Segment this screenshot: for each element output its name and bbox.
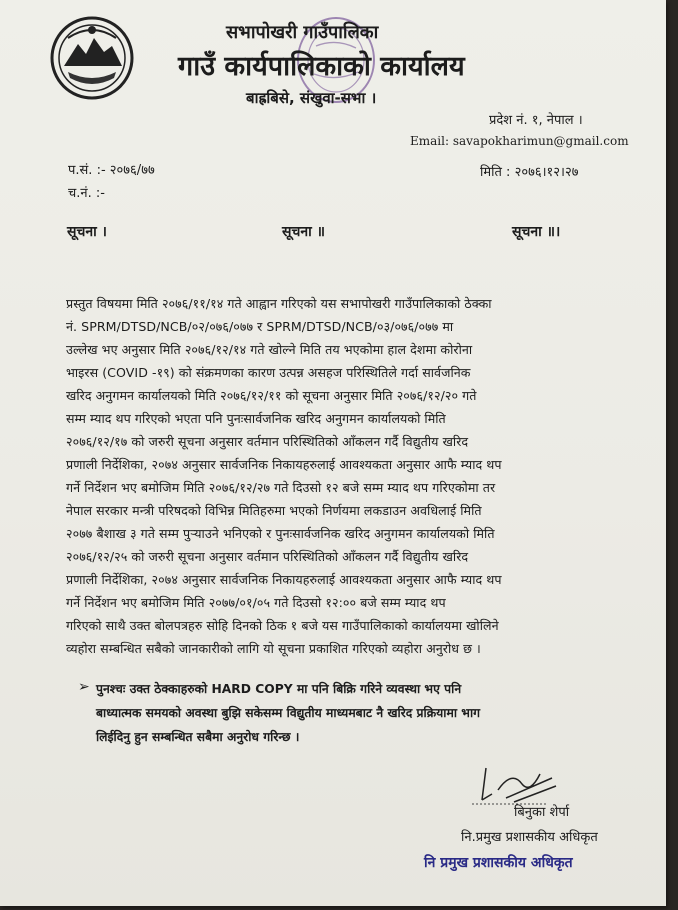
body-line: नेपाल सरकार मन्त्री परिषदको विभिन्न मितिहरुमा भएको निर्णयमा लकडाउन अवधिलाई मिति [66, 503, 482, 518]
email-address: savapokharimun@gmail.com [452, 134, 629, 148]
designation-stamp: नि प्रमुख प्रशासकीय अधिकृत [424, 855, 573, 871]
office-name: गाउँ कार्यपालिकाको कार्यालय [178, 51, 465, 82]
body-line: गर्ने निर्देशन भए बमोजिम मिति २०७६/१२/२७ गते दिउसो १२ बजे सम्म म्याद थप गरिएकोमा तर [66, 480, 496, 495]
nepal-emblem-logo [48, 14, 136, 102]
province-line: प्रदेश नं. १, नेपाल । [489, 113, 583, 128]
body-line: प्रस्तुत विषयमा मिति २०७६/११/१४ गते आह्वान गरिएको यस सभापोखरी गाउँपालिकाको ठेक्का [66, 296, 492, 311]
signatory-name: बिनुका शेर्पा [514, 805, 570, 820]
body-line: उल्लेख भए अनुसार मिति २०७६/१२/१४ गते खोल्ने मिति तय भएकोमा हाल देशमा कोरोना [66, 342, 473, 357]
body-line: गरिएको साथै उक्त बोलपत्रहरु सोहि दिनको ठिक १ बजे यस गाउँपालिकाको कार्यालयमा खोलिने [66, 618, 499, 633]
signatory-title: नि.प्रमुख प्रशासकीय अधिकृत [461, 830, 598, 845]
municipality-name: सभापोखरी गाउँपालिका [226, 22, 379, 43]
note-line: पुनश्चः उक्त ठेक्काहरुको HARD COPY मा पनि बिक्रि गरिने व्यवस्था भए पनि [96, 682, 462, 696]
email-label: Email: [410, 134, 453, 148]
note-line: बाध्यात्मक समयको अवस्था बुझि सकेसम्म विद्युतीय माध्यमबाट नै खरिद प्रक्रियामा भाग [96, 706, 481, 720]
notice-heading-1: सूचना । [67, 224, 107, 240]
body-line: व्यहोरा सम्बन्धित सबैको जानकारीको लागि यो सूचना प्रकाशित गरिएको व्यहोरा अनुरोध छ । [66, 641, 481, 656]
body-line: खरिद अनुगमन कार्यालयको मिति २०७६/१२/११ को सूचना अनुसार मिति २०७६/१२/२० गते [66, 388, 477, 403]
body-line: २०७६/१२/२५ को जरुरी सूचना अनुसार वर्तमान परिस्थितिको आँकलन गर्दै विद्युतीय खरिद [66, 549, 469, 564]
letter-date: मिति : २०७६।१२।२७ [480, 165, 579, 180]
email-line [410, 134, 629, 148]
body-line: गर्ने निर्देशन भए बमोजिम मिति २०७७/०१/०५ गते दिउसो १२:०० बजे सम्म म्याद थप [66, 595, 446, 610]
body-line: सम्म म्याद थप गरिएको भएता पनि पुनःसार्वजनिक खरिद अनुगमन कार्यालयको मिति [66, 411, 446, 426]
office-address: बाह्रबिसे, संखुवा-सभा । [246, 89, 377, 107]
notice-heading-3: सूचना ॥। [512, 224, 561, 240]
body-line: २०७६/१२/१७ को जरुरी सूचना अनुसार वर्तमान परिस्थितिको आँकलन गर्दै विद्युतीय खरिद [66, 434, 469, 449]
body-line: प्रणाली निर्देशिका, २०७४ अनुसार सार्वजनिक निकायहरुलाई आवश्यकता अनुसार आफै म्याद थप [66, 457, 502, 472]
arrow-bullet-icon: ➢ [78, 679, 90, 695]
dispatch-number: च.नं. :- [68, 186, 105, 201]
body-line: प्रणाली निर्देशिका, २०७४ अनुसार सार्वजनिक निकायहरुलाई आवश्यकता अनुसार आफै म्याद थप [66, 572, 502, 587]
note-line: लिईदिनु हुन सम्बन्धित सबैमा अनुरोध गरिन्छ । [96, 730, 300, 744]
body-line: नं. SPRM/DTSD/NCB/०२/०७६/०७७ र SPRM/DTSD/NCB/०३/०७६/०७७ मा [66, 319, 454, 334]
notice-heading-2: सूचना ॥ [282, 224, 326, 240]
body-line: भाइरस (COVID -१९) को संक्रमणका कारण उत्पन्न असहज परिस्थितिले गर्दा सार्वजनिक [66, 365, 471, 380]
reference-number: प.सं. :- २०७६/७७ [68, 163, 155, 178]
body-line: २०७७ बैशाख ३ गते सम्म पुर्‍याउने भनिएको र पुनःसार्वजनिक खरिद अनुगमन कार्यालयको मिति [66, 526, 495, 541]
handwritten-signature [452, 760, 562, 808]
